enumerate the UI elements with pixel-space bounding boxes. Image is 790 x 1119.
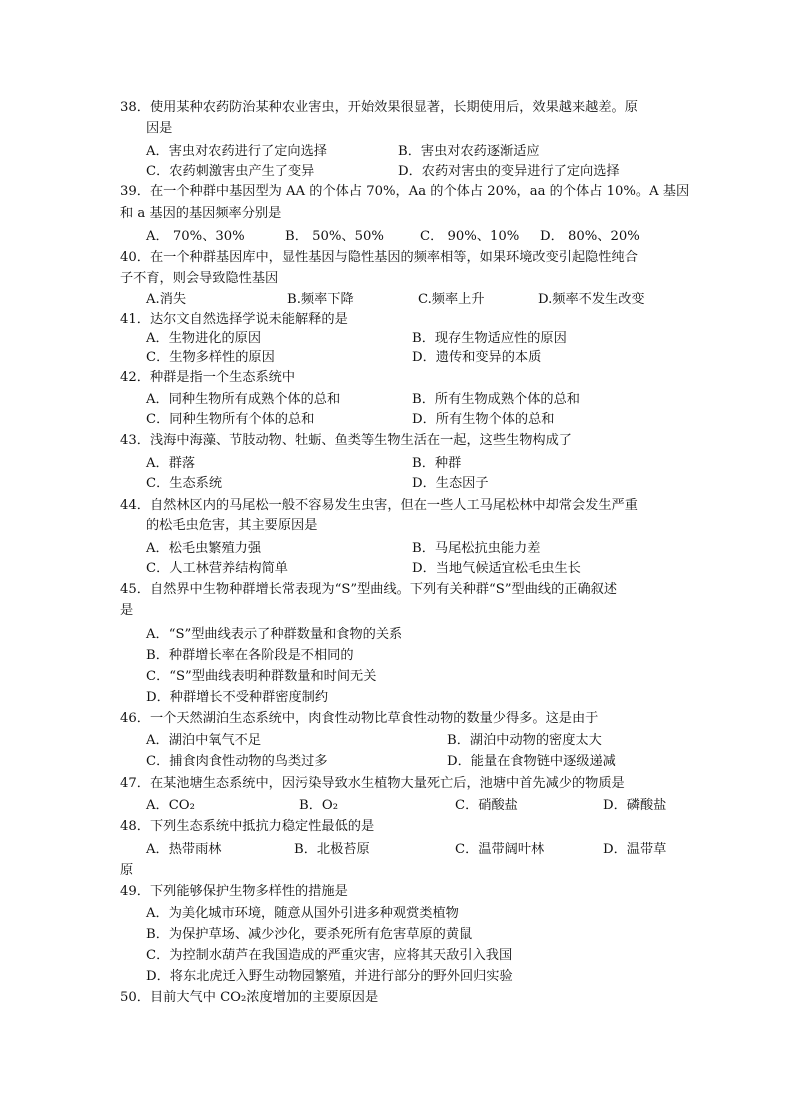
question-42-option-c: C．同种生物所有个体的总和 <box>146 412 315 427</box>
question-46-option-c: C．捕食肉食性动物的鸟类过多 <box>146 754 328 769</box>
question-39-stem-line-1: 39．在一个种群中基因型为 AA 的个体占 70%，Aa 的个体占 20%，aa 的个体占 10%。A 基因 <box>120 184 690 199</box>
question-40-stem-line-1: 40．在一个种群基因库中，显性基因与隐性基因的频率相等，如果环境改变引起隐性纯合 <box>120 250 638 265</box>
question-40-option-a: A.消失 <box>146 292 187 307</box>
question-38-stem-line-2: 因是 <box>146 121 173 136</box>
question-49-stem: 49．下列能够保护生物多样性的措施是 <box>120 884 348 899</box>
question-42-option-d: D．所有生物个体的总和 <box>412 412 555 427</box>
question-38-stem-line-1: 38．使用某种农药防治某种农业害虫，开始效果很显著，长期使用后，效果越来越差。原 <box>120 100 638 115</box>
question-45-option-d: D．种群增长不受种群密度制约 <box>146 690 329 705</box>
question-45-option-c: C．“S”型曲线表明种群数量和时间无关 <box>146 669 377 684</box>
question-45-option-b: B．种群增长率在各阶段是不相同的 <box>146 648 354 663</box>
question-48-option-b: B．北极苔原 <box>294 842 370 857</box>
question-47-option-d: D．磷酸盐 <box>603 798 667 813</box>
question-47-option-a: A．CO₂ <box>146 798 195 813</box>
question-49-option-a: A．为美化城市环境，随意从国外引进多种观赏类植物 <box>146 906 459 921</box>
question-42-option-b: B．所有生物成熟个体的总和 <box>412 392 580 407</box>
question-46-option-b: B．湖泊中动物的密度太大 <box>447 733 602 748</box>
question-50-stem: 50．目前大气中 CO₂浓度增加的主要原因是 <box>120 990 379 1005</box>
question-49-option-c: C．为控制水葫芦在我国造成的严重灾害，应将其天敌引入我国 <box>146 948 513 963</box>
question-39-option-d: D． 80%、20% <box>540 229 640 244</box>
question-41-option-a: A．生物进化的原因 <box>146 331 262 346</box>
question-40-option-b: B.频率下降 <box>287 292 354 307</box>
question-44-stem-line-2: 的松毛虫危害，其主要原因是 <box>146 518 318 533</box>
question-47-option-c: C．硝酸盐 <box>455 798 518 813</box>
question-48-stem: 48．下列生态系统中抵抗力稳定性最低的是 <box>120 819 375 834</box>
question-43-option-c: C．生态系统 <box>146 476 223 491</box>
question-44-option-c: C．人工林营养结构简单 <box>146 561 288 576</box>
question-41-option-c: C．生物多样性的原因 <box>146 350 275 365</box>
question-44-option-d: D．当地气候适宜松毛虫生长 <box>412 561 581 576</box>
question-39-option-c: C． 90%、10% <box>420 229 520 244</box>
question-49-option-b: B．为保护草场、减少沙化，要杀死所有危害草原的黄鼠 <box>146 927 473 942</box>
question-48-option-a: A．热带雨林 <box>146 842 222 857</box>
question-42-option-a: A．同种生物所有成熟个体的总和 <box>146 392 341 407</box>
question-45-stem-line-1: 45．自然界中生物种群增长常表现为“S”型曲线。下列有关种群“S”型曲线的正确叙述 <box>120 582 618 597</box>
question-43-option-d: D．生态因子 <box>412 476 489 491</box>
question-48-option-d: D．温带草 <box>603 842 667 857</box>
question-46-stem: 46．一个天然湖泊生态系统中，肉食性动物比草食性动物的数量少得多。这是由于 <box>120 711 599 726</box>
question-48-option-c: C．温带阔叶林 <box>455 842 545 857</box>
question-40-stem-line-2: 子不育，则会导致隐性基因 <box>120 271 279 286</box>
question-38-option-a: A．害虫对农药进行了定向选择 <box>146 144 327 159</box>
question-48-option-d-wrap: 原 <box>120 863 134 878</box>
question-41-option-b: B．现存生物适应性的原因 <box>412 331 567 346</box>
question-38-option-d: D．农药对害虫的变异进行了定向选择 <box>398 164 620 179</box>
question-46-option-a: A．湖泊中氧气不足 <box>146 733 262 748</box>
question-41-option-d: D．遗传和变异的本质 <box>412 350 542 365</box>
question-44-option-a: A．松毛虫繁殖力强 <box>146 541 262 556</box>
question-39-option-a: A． 70%、30% <box>146 229 245 244</box>
question-47-option-b: B．O₂ <box>299 798 338 813</box>
question-38-option-c: C．农药刺激害虫产生了变异 <box>146 164 315 179</box>
question-40-option-d: D.频率不发生改变 <box>538 292 645 307</box>
question-43-option-a: A．群落 <box>146 456 196 471</box>
question-44-option-b: B．马尾松抗虫能力差 <box>412 541 541 556</box>
question-42-stem: 42．种群是指一个生态系统中 <box>120 370 296 385</box>
question-39-stem-line-2: 和 a 基因的基因频率分别是 <box>120 206 282 221</box>
question-46-option-d: D．能量在食物链中逐级递减 <box>447 754 616 769</box>
question-41-stem: 41．达尔文自然选择学说未能解释的是 <box>120 312 348 327</box>
question-49-option-d: D．将东北虎迁入野生动物园繁殖，并进行部分的野外回归实验 <box>146 969 513 984</box>
question-38-option-b: B．害虫对农药逐渐适应 <box>398 144 540 159</box>
question-47-stem: 47．在某池塘生态系统中，因污染导致水生植物大量死亡后，池塘中首先减少的物质是 <box>120 776 625 791</box>
question-45-stem-line-2: 是 <box>120 603 134 618</box>
question-43-stem: 43．浅海中海藻、节肢动物、牡蛎、鱼类等生物生活在一起，这些生物构成了 <box>120 433 572 448</box>
question-39-option-b: B． 50%、50% <box>285 229 384 244</box>
question-45-option-a: A．“S”型曲线表示了种群数量和食物的关系 <box>146 627 403 642</box>
question-44-stem-line-1: 44．自然林区内的马尾松一般不容易发生虫害，但在一些人工马尾松林中却常会发生严重 <box>120 498 638 513</box>
question-40-option-c: C.频率上升 <box>418 292 485 307</box>
question-43-option-b: B．种群 <box>412 456 462 471</box>
